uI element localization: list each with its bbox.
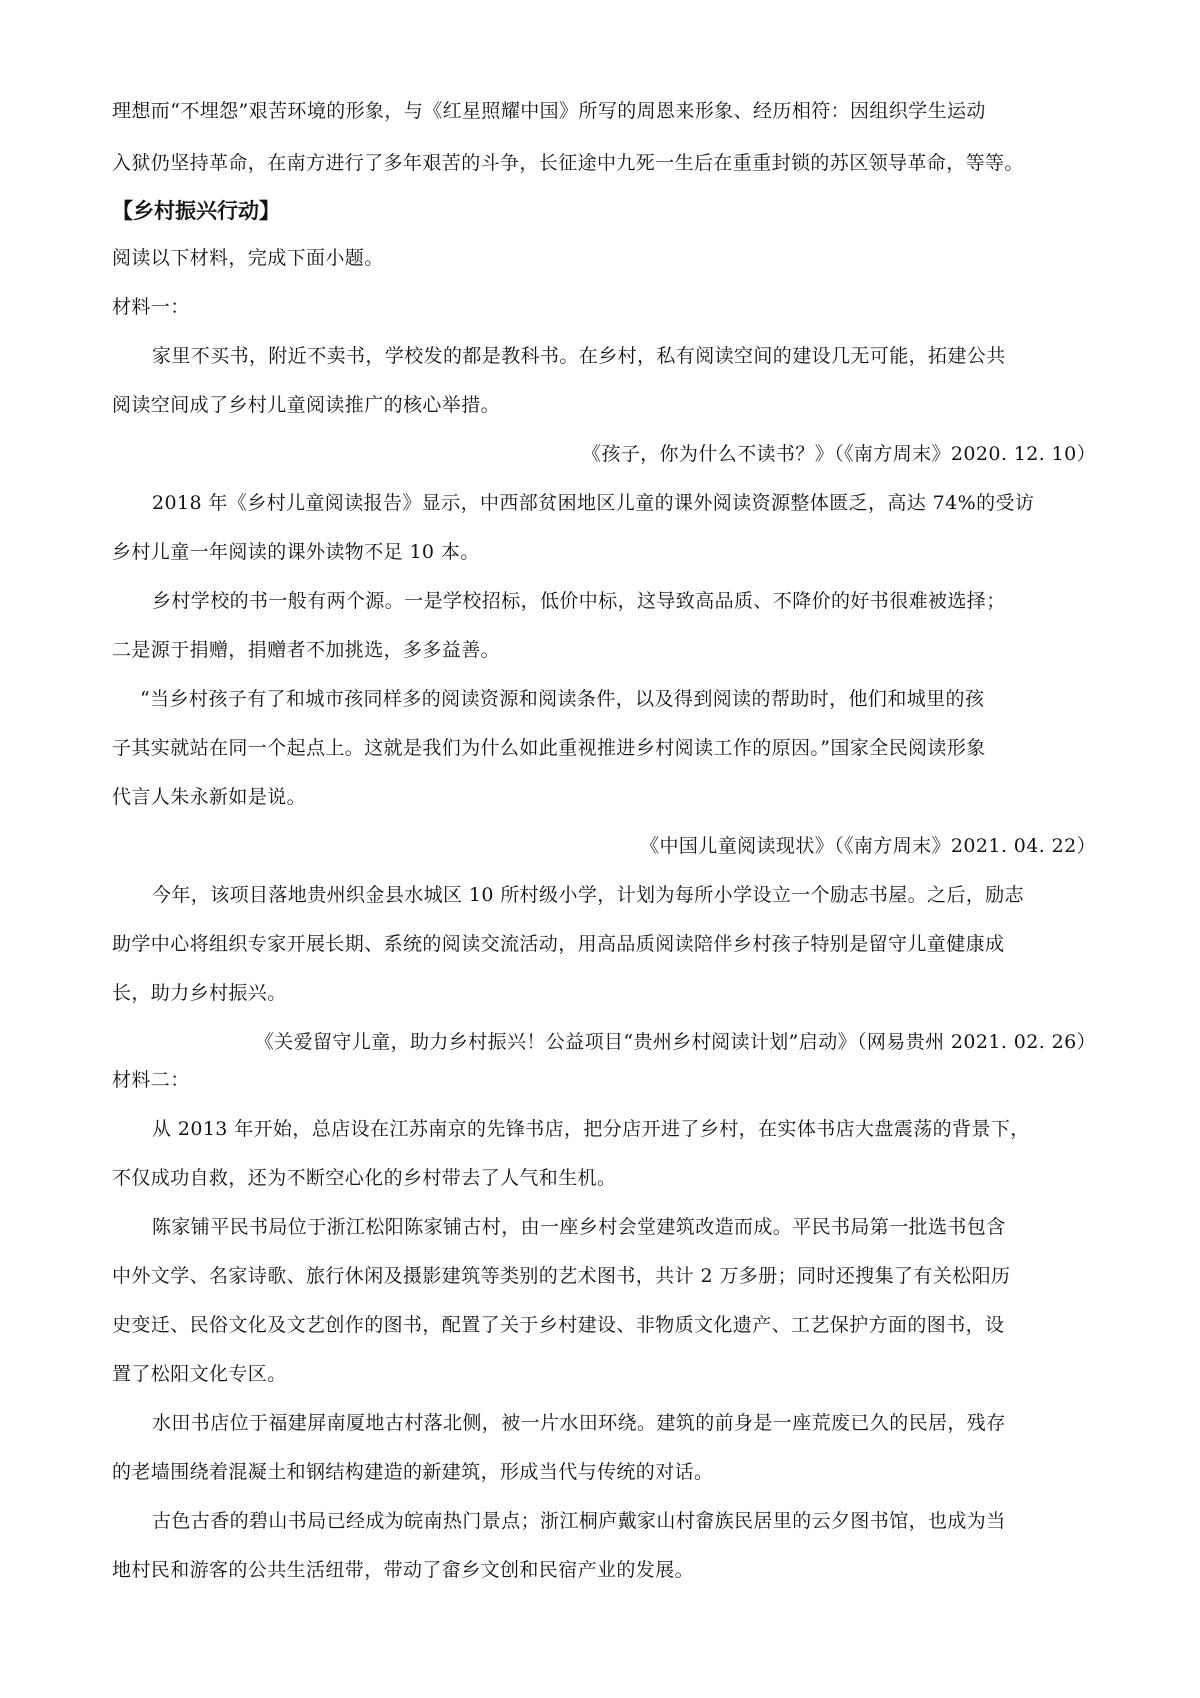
material-2-paragraph-3-line-1: 水田书店位于福建屏南厦地古村落北侧，被一片水田环绕。建筑的前身是一座荒废已久的民居，残存 (152, 1412, 1006, 1434)
material-2-paragraph-1-line-1: 从 2013 年开始，总店设在江苏南京的先锋书店，把分店开进了乡村，在实体书店大盘震荡的背景下， (152, 1118, 1030, 1140)
material-2-paragraph-2-line-3: 史变迁、民俗文化及文艺创作的图书，配置了关于乡村建设、非物质文化遗产、工艺保护方面的图书，设 (112, 1314, 1005, 1336)
intro-line-1: 理想而“不埋怨”艰苦环境的形象，与《红星照耀中国》所写的周恩来形象、经历相符：因组织学生运动 (112, 100, 986, 122)
material-1-source-3: 《关爱留守儿童，助力乡村振兴！公益项目“贵州乡村阅读计划”启动》（网易贵州 2021. 02. 26） (254, 1031, 1096, 1053)
material-1-paragraph-5-line-2: 助学中心将组织专家开展长期、系统的阅读交流活动，用高品质阅读陪伴乡村孩子特别是留守儿童健康成 (112, 933, 1005, 955)
material-2-paragraph-4-line-2: 地村民和游客的公共生活纽带，带动了畲乡文创和民宿产业的发展。 (112, 1559, 695, 1581)
material-2-paragraph-2-line-1: 陈家铺平民书局位于浙江松阳陈家铺古村，由一座乡村会堂建筑改造而成。平民书局第一批选书包含 (152, 1216, 1006, 1238)
material-2-paragraph-2-line-4: 置了松阳文化专区。 (112, 1363, 287, 1385)
section-title: 【乡村振兴行动】 (112, 199, 280, 223)
material-2-label: 材料二： (112, 1069, 190, 1091)
material-1-paragraph-2-line-2: 乡村儿童一年阅读的课外读物不足 10 本。 (112, 541, 480, 563)
material-1-paragraph-2-line-1: 2018 年《乡村儿童阅读报告》显示，中西部贫困地区儿童的课外阅读资源整体匮乏，高达 74%的受访 (152, 492, 1035, 514)
intro-line-2: 入狱仍坚持革命，在南方进行了多年艰苦的斗争，长征途中九死一生后在重重封锁的苏区领导革命，等等。 (112, 152, 1024, 174)
material-1-paragraph-4-line-3: 代言人朱永新如是说。 (112, 786, 307, 808)
material-1-source-1: 《孩子，你为什么不读书？》（《南方周末》2020. 12. 10） (581, 443, 1096, 465)
material-2-paragraph-4-line-1: 古色古香的碧山书局已经成为皖南热门景点；浙江桐庐戴家山村畲族民居里的云夕图书馆，也成为当 (152, 1510, 1006, 1532)
instruction-text: 阅读以下材料，完成下面小题。 (112, 247, 384, 269)
material-1-paragraph-1-line-1: 家里不买书，附近不卖书，学校发的都是教科书。在乡村，私有阅读空间的建设几无可能，拓建公共 (152, 345, 1006, 367)
material-1-paragraph-5-line-3: 长，助力乡村振兴。 (112, 982, 287, 1004)
material-2-paragraph-1-line-2: 不仅成功自救，还为不断空心化的乡村带去了人气和生机。 (112, 1167, 617, 1189)
material-1-source-2: 《中国儿童阅读现状》（《南方周末》2021. 04. 22） (640, 835, 1096, 857)
material-1-paragraph-4-line-1: “当乡村孩子有了和城市孩同样多的阅读资源和阅读条件，以及得到阅读的帮助时，他们和城里的孩 (140, 688, 985, 710)
material-1-paragraph-5-line-1: 今年，该项目落地贵州织金县水城区 10 所村级小学，计划为每所小学设立一个励志书屋。之后，励志 (152, 884, 1025, 906)
material-1-paragraph-1-line-2: 阅读空间成了乡村儿童阅读推广的核心举措。 (112, 394, 501, 416)
material-1-paragraph-4-line-2: 子其实就站在同一个起点上。这就是我们为什么如此重视推进乡村阅读工作的原因。”国家全民阅读形象 (112, 737, 986, 759)
material-1-paragraph-3-line-2: 二是源于捐赠，捐赠者不加挑选，多多益善。 (112, 639, 501, 661)
material-1-paragraph-3-line-1: 乡村学校的书一般有两个源。一是学校招标，低价中标，这导致高品质、不降价的好书很难被选择； (152, 590, 1006, 612)
material-2-paragraph-2-line-2: 中外文学、名家诗歌、旅行休闲及摄影建筑等类别的艺术图书，共计 2 万多册；同时还搜集了有关松阳历 (112, 1265, 1011, 1287)
material-2-paragraph-3-line-2: 的老墙围绕着混凝土和钢结构建造的新建筑，形成当代与传统的对话。 (112, 1461, 714, 1483)
material-1-label: 材料一： (112, 296, 190, 318)
